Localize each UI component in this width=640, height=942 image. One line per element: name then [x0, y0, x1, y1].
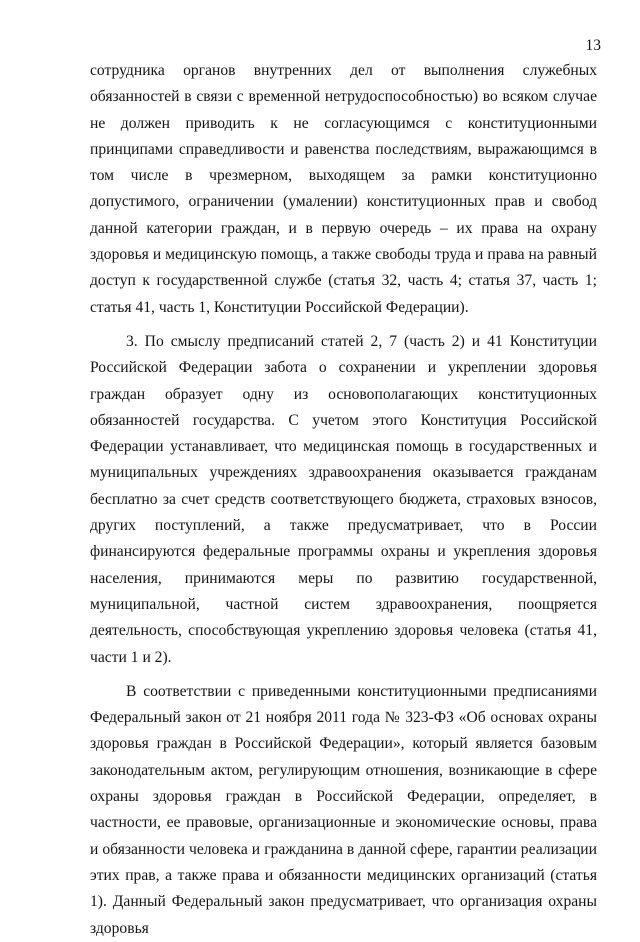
- paragraph-federal-law: В соответствии с приведенными конституционными предписаниями Федеральный закон от 21 ноября 2011 года № 323-ФЗ «Об основах охраны здоровья граждан в Российской Федерации», который является базовым законодательным актом, регулирующим отношения, возникающие в сфере охраны здоровья граждан в Российской Федерации, определяет, в частности, ее правовые, организационные и экономические основы, права и обязанности человека и гражданина в данной сфере, гарантии реализации этих прав, а также права и обязанности медицинских организаций (статья 1). Данный Федеральный закон предусматривает, что организация охраны здоровья: [90, 682, 597, 937]
- paragraph-continuation: сотрудника органов внутренних дел от выполнения служебных обязанностей в связи с временной нетрудоспособностью) во всяком случае не должен приводить к не согласующимся с конституционными принципами справедливости и равенства последствиям, выражающимся в том числе в чрезмерном, выходящем за рамки конституционно допустимого, ограничении (умалении) конституционных прав и свобод данной категории граждан, и в первую очередь – их права на охрану здоровья и медицинскую помощь, а также свободы труда и права на равный доступ к государственной службе (статья 32, часть 4; статья 37, часть 1; статья 41, часть 1, Конституции Российской Федерации).: [90, 62, 597, 316]
- paragraph-section-3: 3. По смыслу предписаний статей 2, 7 (часть 2) и 41 Конституции Российской Федерации забота о сохранении и укреплении здоровья граждан образует одну из основополагающих конституционных обязанностей государства. С учетом этого Конституция Российской Федерации устанавливает, что медицинская помощь в государственных и муниципальных учреждениях здравоохранения оказывается гражданам бесплатно за счет средств соответствующего бюджета, страховых взносов, других поступлений, а также предусматривает, что в России финансируются федеральные программы охраны и укрепления здоровья населения, принимаются меры по развитию государственной, муниципальной, частной систем здравоохранения, поощряется деятельность, способствующая укреплению здоровья человека (статья 41, части 1 и 2).: [90, 332, 597, 666]
- document-body: [90, 58, 597, 942]
- page-number: 13: [585, 37, 601, 54]
